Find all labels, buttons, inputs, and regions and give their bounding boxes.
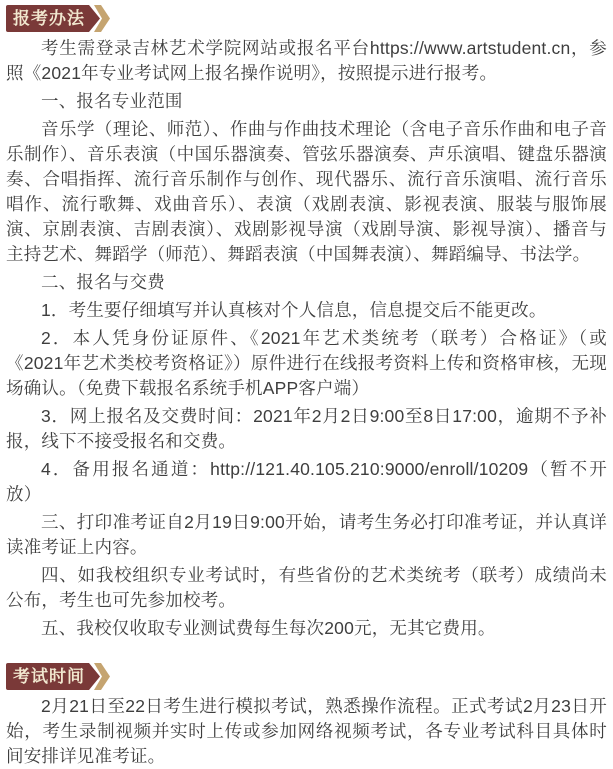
paragraph-provincial-exam-note: 四、如我校组织专业考试时，有些省份的艺术类统考（联考）成绩尚未公布，考生也可先参加校考。: [6, 565, 607, 610]
paragraph-item-1-personal-info: 1．考生要仔细填写并认真核对个人信息，信息提交后不能更改。: [41, 300, 547, 320]
paragraph-major-list: 音乐学（理论、师范）、作曲与作曲技术理论（含电子音乐作曲和电子音乐制作）、音乐表演（中国乐器演奏、管弦乐器演奏、声乐演唱、键盘乐器演奏、合唱指挥、流行音乐制作与创作、现代器乐、流行音乐演唱、流行音乐唱作、流行歌舞、戏曲音乐）、表演（戏剧表演、影视表演、服装与服饰展演、京剧表演、吉剧表演）、戏剧影视导演（戏剧导演、影视导演）、播音与主持艺术、舞蹈学（师范）、舞蹈表演（中国舞表演）、舞蹈编导、书法学。: [6, 119, 607, 264]
paragraph-item-2-documents: 2．本人凭身份证原件、《2021年艺术类统考（联考）合格证》（或《2021年艺术类校考资格证》）原件进行在线报考资料上传和资格审核，无现场确认。（免费下载报名系统手机APP客户端）: [6, 328, 607, 398]
paragraph-heading-registration-payment: 二、报名与交费: [41, 272, 165, 292]
badge-label: 报考办法: [6, 5, 89, 32]
paragraph-print-admission-ticket: 三、打印准考证自2月19日9:00开始，请考生务必打印准考证，并认真详读准考证上内容。: [6, 512, 607, 557]
paragraph-exam-schedule: 2月21日至22日考生进行模拟考试，熟悉操作流程。正式考试2月23日开始，考生录制视频并实时上传或参加网络视频考试，各专业考试科目具体时间安排详见准考证。: [6, 696, 607, 766]
badge-label: 考试时间: [6, 663, 89, 690]
section-registration-method: [6, 5, 607, 641]
badge-arrow-icon: [89, 5, 110, 32]
section-badge-exam-time: [6, 663, 110, 690]
section-badge-registration-method: [6, 5, 110, 32]
paragraph-login-instructions: 考生需登录吉林艺术学院网站或报名平台https://www.artstudent.cn，参照《2021年专业考试网上报名操作说明》，按照提示进行报考。: [6, 38, 607, 83]
section-exam-time: [6, 663, 607, 769]
paragraph-heading-major-scope: 一、报名专业范围: [41, 91, 183, 111]
paragraph-fee-note: 五、我校仅收取专业测试费每生每次200元，无其它费用。: [41, 618, 496, 638]
paragraph-item-4-backup-channel: 4．备用报名通道：http://121.40.105.210:9000/enroll/10209（暂不开放）: [6, 459, 607, 504]
badge-arrow-icon: [89, 663, 110, 690]
paragraph-item-3-payment-time: 3．网上报名及交费时间：2021年2月2日9:00至8日17:00，逾期不予补报，线下不接受报名和交费。: [6, 406, 607, 451]
